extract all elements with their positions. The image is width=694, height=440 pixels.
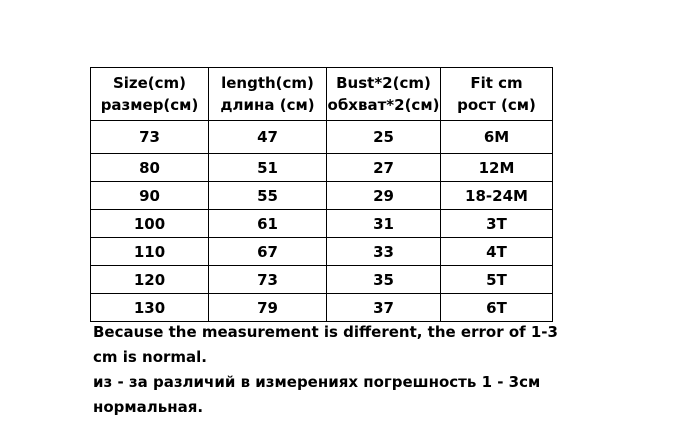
cell-length: 55 — [209, 182, 327, 210]
header-size-ru: размер(см) — [100, 96, 199, 114]
table-row — [91, 210, 553, 238]
cell-bust: 29 — [327, 182, 441, 210]
cell-fit: 5T — [441, 266, 553, 294]
header-bust-ru: обхват*2(см) — [327, 96, 440, 114]
cell-size: 100 — [91, 210, 209, 238]
cell-fit: 6M — [441, 121, 553, 154]
cell-length: 73 — [209, 266, 327, 294]
cell-bust: 25 — [327, 121, 441, 154]
table-row — [91, 182, 553, 210]
header-length-ru: длина (см) — [220, 96, 315, 114]
header-fit-ru: рост (см) — [457, 96, 536, 114]
measurement-note — [93, 320, 563, 420]
cell-length: 79 — [209, 294, 327, 322]
header-fit-en: Fit cm — [470, 74, 523, 92]
table-row — [91, 121, 553, 154]
cell-fit: 6T — [441, 294, 553, 322]
cell-length: 51 — [209, 154, 327, 182]
cell-bust: 27 — [327, 154, 441, 182]
cell-fit: 18-24M — [441, 182, 553, 210]
table-row — [91, 238, 553, 266]
table-row — [91, 294, 553, 322]
header-length — [209, 68, 327, 121]
header-row — [91, 68, 553, 121]
size-chart-table — [90, 67, 553, 322]
cell-length: 61 — [209, 210, 327, 238]
cell-fit: 3T — [441, 210, 553, 238]
cell-bust: 35 — [327, 266, 441, 294]
cell-size: 80 — [91, 154, 209, 182]
header-size — [91, 68, 209, 121]
cell-length: 67 — [209, 238, 327, 266]
cell-size: 90 — [91, 182, 209, 210]
cell-bust: 33 — [327, 238, 441, 266]
cell-fit: 4T — [441, 238, 553, 266]
cell-bust: 31 — [327, 210, 441, 238]
note-english: Because the measurement is different, the error of 1-3 cm is normal. — [93, 323, 558, 366]
header-size-en: Size(cm) — [112, 74, 187, 92]
cell-length: 47 — [209, 121, 327, 154]
cell-size: 120 — [91, 266, 209, 294]
table-row — [91, 266, 553, 294]
note-russian: из - за различий в измерениях погрешность 1 - 3см нормальная. — [93, 373, 541, 416]
cell-size: 130 — [91, 294, 209, 322]
cell-bust: 37 — [327, 294, 441, 322]
header-bust-en: Bust*2(cm) — [336, 74, 431, 92]
header-bust — [327, 68, 441, 121]
cell-size: 110 — [91, 238, 209, 266]
cell-size: 73 — [91, 121, 209, 154]
table-row — [91, 154, 553, 182]
header-fit — [441, 68, 553, 121]
header-length-en: length(cm) — [221, 74, 314, 92]
cell-fit: 12M — [441, 154, 553, 182]
